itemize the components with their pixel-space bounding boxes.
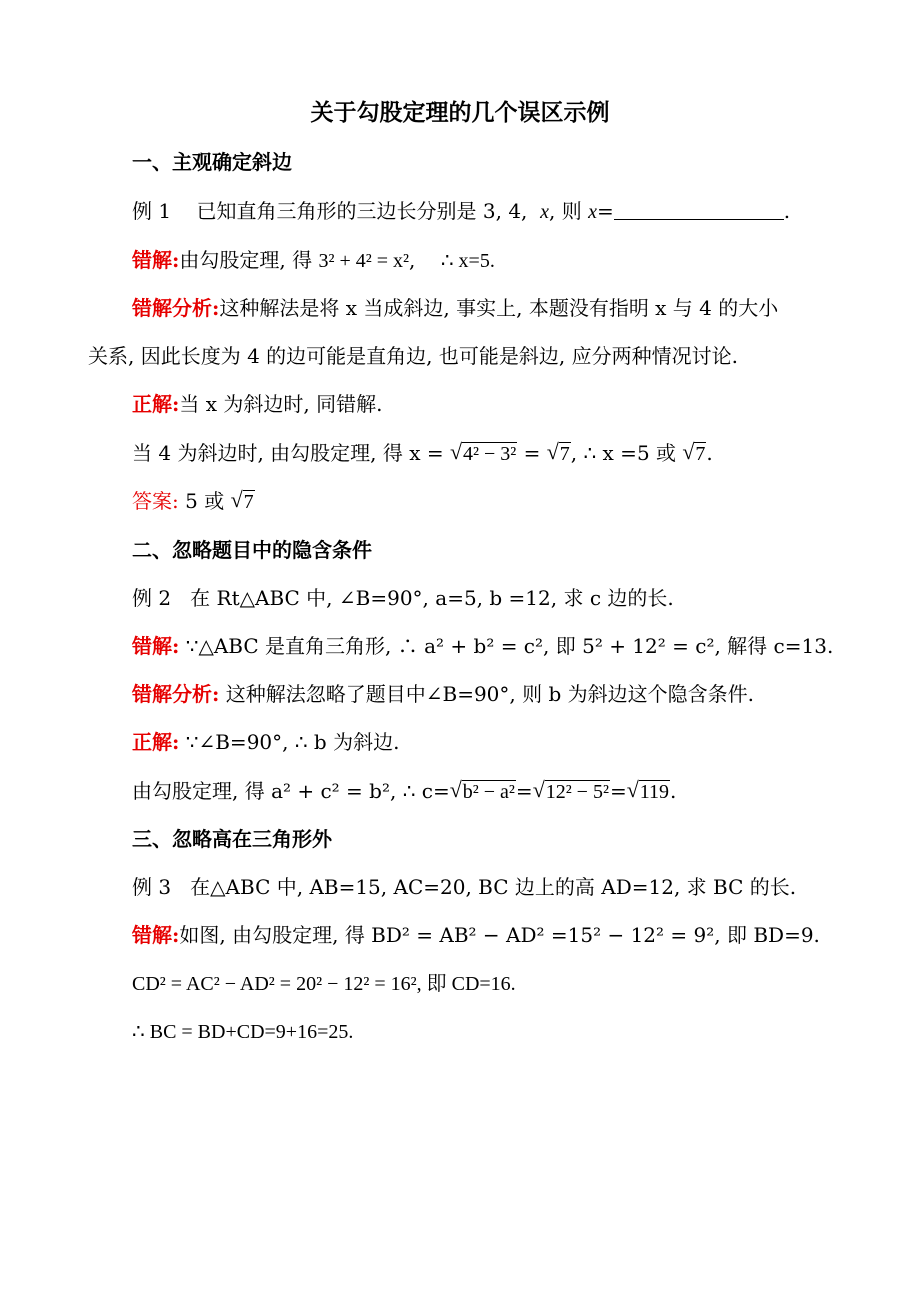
analysis-label: 错解分析: (132, 296, 220, 320)
sqrt-seven-2: √ 7 (682, 439, 706, 465)
correct-solution-1-line2 (132, 439, 713, 468)
wrong-text: 由勾股定理, 得 (179, 248, 313, 272)
example-2-text: 在 Rt△ABC 中, ∠B=90°, a=5, b =12, 求 c 边的长. (190, 586, 674, 610)
wrong-text-2: ∵△ABC 是直角三角形, ∴ a² + b² = c², 即 5² + 12² = c², 解得 c=13. (185, 634, 834, 658)
s2-line2-end: . (670, 779, 677, 803)
wrong-solution-2 (132, 632, 833, 660)
example-1-eq: = (597, 199, 614, 223)
analysis-2 (132, 680, 754, 708)
wrong-label-3: 错解: (132, 923, 180, 947)
analysis-1-cont: 关系, 因此长度为 4 的边可能是直角边, 也可能是斜边, 应分两种情况讨论. (88, 344, 738, 368)
wrong-equation: 3² + 4² = x² (318, 250, 410, 272)
analysis-label-2: 错解分析: (132, 682, 220, 706)
answer-label: 答案: (132, 489, 179, 513)
wrong-label: 错解: (132, 248, 180, 272)
example-2 (132, 584, 674, 612)
correct-label-2: 正解: (132, 730, 180, 754)
wrong-solution-3-line3: ∴ BC = BD+CD=9+16=25. (132, 1021, 354, 1043)
section-3-heading: 三、忽略高在三角形外 (132, 827, 332, 851)
page-title: 关于勾股定理的几个误区示例 (310, 99, 610, 126)
answer-text: 5 或 (185, 489, 225, 513)
answer-sqrt: √ 7 (230, 487, 254, 513)
s2-line2-prefix: 由勾股定理, 得 a² + c² = b², ∴ c= (132, 779, 450, 803)
example-3-text: 在△ABC 中, AB=15, AC=20, BC 边上的高 AD=12, 求 BC 的长. (190, 875, 797, 899)
line2-mid: , ∴ x =5 或 (570, 441, 677, 465)
example-3-label: 例 3 (132, 875, 172, 899)
section-1-heading: 一、主观确定斜边 (132, 150, 292, 174)
sqrt-expression: √ 4² − 3² (449, 439, 517, 465)
wrong-solution-3 (132, 921, 820, 949)
correct-solution-2-line2 (132, 777, 676, 806)
sqrt-b2-a2: √ b² − a² (449, 777, 515, 803)
line2-end: . (706, 441, 713, 465)
wrong-solution-1: 错解:由勾股定理, 得 3² + 4² = x², ∴ x=5. (132, 248, 495, 272)
analysis-text-2: 这种解法忽略了题目中∠B=90°, 则 b 为斜边这个隐含条件. (225, 682, 755, 706)
line2-prefix: 当 4 为斜边时, 由勾股定理, 得 x = (132, 441, 444, 465)
answer-blank (614, 199, 784, 220)
answer-1 (132, 487, 255, 516)
example-1-var2: x (588, 201, 597, 223)
analysis-1 (132, 294, 778, 322)
wrong-label-2: 错解: (132, 634, 180, 658)
sqrt-119: √ 119 (626, 777, 669, 803)
wrong-text-3: 如图, 由勾股定理, 得 BD² = AB² − AD² =15² − 12² = 9², 即 BD=9. (179, 923, 820, 947)
example-1-text: 已知直角三角形的三边长分别是 3, 4, (196, 199, 528, 223)
equals-sign-3: = (609, 779, 627, 803)
example-1 (132, 197, 790, 226)
equals-sign: = (523, 441, 541, 465)
example-1-label: 例 1 (132, 199, 172, 223)
example-1-var: x (540, 201, 550, 223)
correct-solution-2 (132, 728, 399, 756)
correct-label: 正解: (132, 392, 180, 416)
wrong-solution-3-line2: CD² = AC² − AD² = 20² − 12² = 16², 即 CD=16. (132, 973, 516, 995)
equals-sign-2: = (515, 779, 533, 803)
sqrt-seven: √ 7 (546, 439, 570, 465)
analysis-text-1: 这种解法是将 x 当成斜边, 事实上, 本题没有指明 x 与 4 的大小 (219, 296, 779, 320)
example-3 (132, 873, 796, 901)
example-2-label: 例 2 (132, 586, 172, 610)
sqrt-12-5: √ 12² − 5² (532, 777, 609, 803)
wrong-conclusion: ∴ x=5. (440, 250, 495, 272)
correct-text: 当 x 为斜边时, 同错解. (179, 392, 383, 416)
correct-text-2: ∵∠B=90°, ∴ b 为斜边. (185, 730, 400, 754)
example-1-then: , 则 (549, 199, 582, 223)
correct-solution-1 (132, 390, 382, 418)
section-2-heading: 二、忽略题目中的隐含条件 (132, 538, 372, 562)
example-1-end: . (783, 199, 791, 223)
